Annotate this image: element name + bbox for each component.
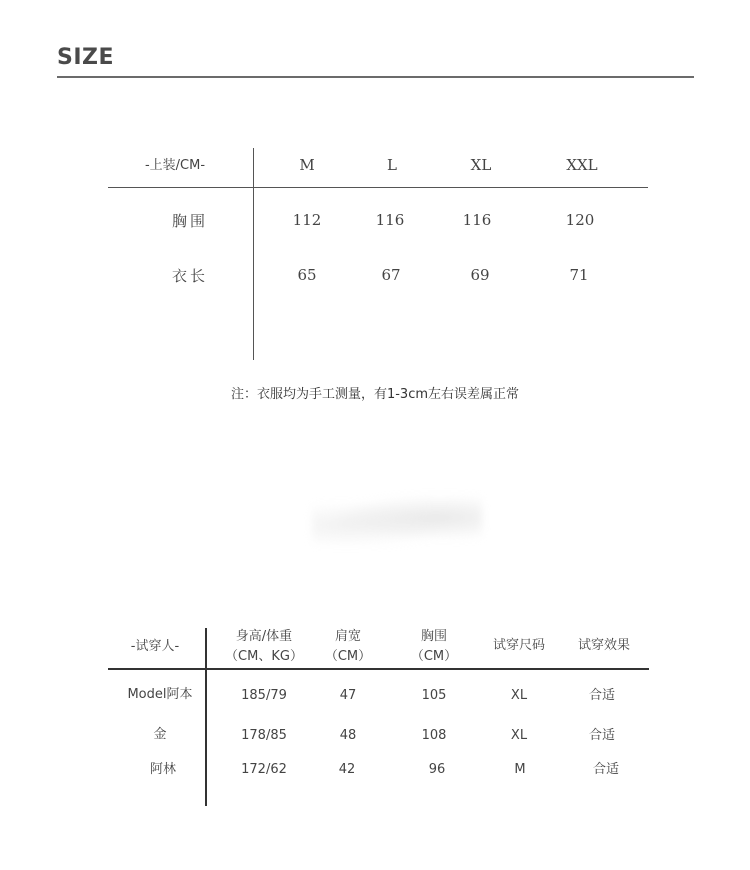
faded-watermark [312, 495, 482, 545]
model-column-header [389, 627, 479, 667]
size-cell: 120 [565, 211, 595, 229]
size-cell: 112 [292, 211, 322, 229]
model-cell: 42 [338, 762, 356, 777]
model-column-header-line1: 试穿效果 [577, 638, 630, 653]
model-cell: M [514, 762, 526, 777]
size-row-label: 胸围 [171, 212, 208, 230]
model-cell: 105 [421, 688, 447, 703]
size-row-label: 衣长 [171, 267, 208, 285]
size-cell: 67 [381, 266, 401, 284]
model-cell: 48 [339, 728, 357, 743]
model-cell: 172/62 [241, 762, 287, 777]
model-name: 金 [153, 727, 167, 742]
size-cell: 65 [297, 266, 317, 284]
model-column-header [474, 636, 564, 656]
model-cell: 178/85 [241, 728, 287, 743]
measurement-note: 注：衣服均为手工测量，有1-3cm左右误差属正常 [230, 387, 520, 402]
model-column-header-line1: 胸围 [420, 629, 447, 644]
size-cell: 116 [462, 211, 492, 229]
model-cell: 185/79 [241, 688, 287, 703]
title-divider [57, 76, 694, 78]
model-column-header-line1: 身高/体重 [235, 629, 293, 644]
model-column-header-line2: （CM） [324, 649, 372, 664]
model-table-corner-label: -试穿人- [130, 639, 180, 654]
model-cell: 合适 [588, 688, 615, 703]
model-cell: XL [510, 728, 528, 743]
size-cell: 116 [375, 211, 405, 229]
size-cell: 69 [470, 266, 490, 284]
size-table-corner-label: -上装/CM- [144, 158, 206, 173]
size-column-header: XL [470, 156, 492, 174]
model-column-header-line1: 试穿尺码 [492, 638, 545, 653]
model-column-header [559, 636, 649, 656]
model-cell: 47 [339, 688, 357, 703]
size-table-header-rule [108, 187, 648, 188]
section-title: SIZE [57, 45, 115, 70]
model-column-header [303, 627, 393, 667]
model-name: Model阿本 [127, 687, 193, 702]
size-cell: 71 [569, 266, 589, 284]
model-cell: 合适 [592, 762, 619, 777]
model-column-header-line2: （CM、KG） [225, 649, 303, 664]
model-column-header-line2: （CM） [410, 649, 458, 664]
model-name: 阿林 [149, 762, 176, 777]
model-cell: 合适 [588, 728, 615, 743]
model-cell: 96 [428, 762, 446, 777]
size-column-header: XXL [566, 156, 598, 174]
size-column-header: M [299, 156, 315, 174]
model-column-header [219, 627, 309, 667]
model-table-header-rule [108, 668, 649, 670]
size-column-header: L [387, 156, 397, 174]
model-column-header-line1: 肩宽 [334, 629, 361, 644]
size-table-column-rule [253, 148, 254, 360]
model-cell: XL [510, 688, 528, 703]
model-cell: 108 [421, 728, 447, 743]
